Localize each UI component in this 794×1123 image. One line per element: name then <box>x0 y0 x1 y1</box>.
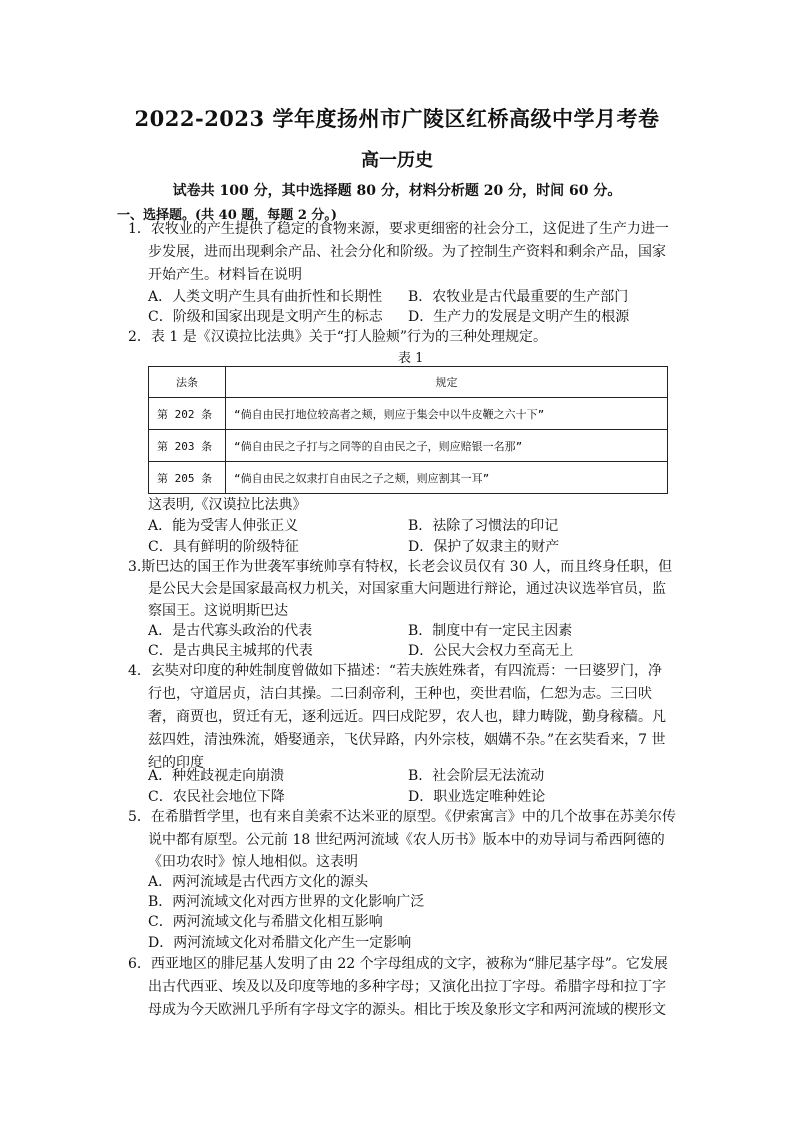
q1-line-2: 步发展，进而出现剩余产品、社会分化和阶级。为了控制生产资料和剩余产品，国家 <box>148 244 666 260</box>
q6-line-2: 出古代西亚、埃及以及印度等地的多种字母；又演化出拉丁字母。希腊字母和拉丁字 <box>148 979 666 995</box>
table-cell-article: 第 205 条 <box>149 462 226 494</box>
q5-line-1: 5．在希腊哲学里，也有来自美索不达米亚的原型。《伊索寓言》中的几个故事在苏美尔传 <box>128 809 676 825</box>
table-cell-rule: “倘自由民打地位较高者之颊，则应于集会中以牛皮鞭之六十下” <box>226 398 668 430</box>
q5-option-c: C．两河流域文化与希腊文化相互影响 <box>148 914 383 930</box>
q2-option-b: B．祛除了习惯法的印记 <box>408 518 559 534</box>
q2-option-a: A．能为受害人伸张正义 <box>148 518 299 534</box>
q1-option-c: C．阶级和国家出现是文明产生的标志 <box>148 309 383 325</box>
q5-line-3: 《田功农时》惊人地相似。这表明 <box>148 854 358 870</box>
q6-line-1: 6．西亚地区的腓尼基人发明了由 22 个字母组成的文字，被称为“腓尼基字母”。它发展 <box>128 956 668 972</box>
exam-info: 试卷共 100 分，其中选择题 80 分，材料分析题 20 分，时间 60 分。 <box>172 183 622 199</box>
q6-line-3: 母成为今天欧洲几乎所有字母文字的源头。相比于埃及象形文字和两河流域的楔形文 <box>148 1002 666 1018</box>
q1-option-a: A．人类文明产生具有曲折性和长期性 <box>148 289 383 305</box>
q5-option-d: D．两河流域文化对希腊文化产生一定影响 <box>148 935 412 951</box>
exam-title: 2022-2023 学年度扬州市广陵区红桥高级中学月考卷 <box>134 106 660 131</box>
q2-option-d: D．保护了奴隶主的财产 <box>408 539 560 555</box>
q3-option-d: D．公民大会权力至高无上 <box>408 643 574 659</box>
table-row <box>149 398 668 430</box>
q4-line-1: 4．玄奘对印度的种姓制度曾做如下描述：“若夫族姓殊者，有四流焉：一曰婆罗门，净 <box>128 663 663 679</box>
q3-line-2: 是公民大会是国家最高权力机关，对国家重大问题进行辩论，通过决议选举官员，监 <box>148 581 666 597</box>
table-row <box>149 462 668 494</box>
q3-option-b: B．制度中有一定民主因素 <box>408 623 573 639</box>
q1-option-b: B．农牧业是古代最重要的生产部门 <box>408 289 629 305</box>
q4-option-c: C．农民社会地位下降 <box>148 789 285 805</box>
q3-option-a: A．是古代寡头政治的代表 <box>148 623 313 639</box>
table-cell-rule: “倘自由民之子打与之同等的自由民之子，则应赔银一名那” <box>226 430 668 462</box>
table-header-row <box>149 367 668 398</box>
law-table <box>148 366 668 494</box>
q4-option-a: A．种姓歧视走向崩溃 <box>148 768 285 784</box>
q5-option-a: A．两河流域是古代西方文化的源头 <box>148 874 369 890</box>
table-caption: 表 1 <box>398 351 424 366</box>
section-heading: 一、选择题。(共 40 题，每题 2 分。) <box>117 208 338 223</box>
table-cell-rule: “倘自由民之奴隶打自由民之子之颊，则应割其一耳” <box>226 462 668 494</box>
exam-subtitle: 高一历史 <box>361 150 433 171</box>
q4-option-b: B．社会阶层无法流动 <box>408 768 545 784</box>
q4-line-2: 行也，守道居贞，洁白其操。二曰刹帝利，王种也，奕世君临，仁恕为志。三曰吠 <box>148 686 652 702</box>
q3-line-1: 3.斯巴达的国王作为世袭军事统帅享有特权，长老会议员仅有 30 人，而且终身任职，但 <box>128 559 673 575</box>
table-row <box>149 430 668 462</box>
q3-line-3: 察国王。这说明斯巴达 <box>148 603 288 619</box>
q1-line-1: 1．农牧业的产生提供了稳定的食物来源，要求更细密的社会分工，这促进了生产力进一 <box>128 221 669 237</box>
q3-option-c: C．是古典民主城邦的代表 <box>148 643 313 659</box>
q2-option-c: C．具有鲜明的阶级特征 <box>148 539 299 555</box>
table-header-cell: 法条 <box>149 367 226 398</box>
table-header-cell: 规定 <box>226 367 668 398</box>
q1-line-3: 开始产生。材料旨在说明 <box>148 267 302 283</box>
table-cell-article: 第 202 条 <box>149 398 226 430</box>
q2-line-1: 2．表 1 是《汉谟拉比法典》关于“打人脸颊”行为的三种处理规定。 <box>128 329 548 345</box>
q2-stem-end: 这表明,《汉谟拉比法典》 <box>148 497 307 513</box>
table-cell-article: 第 203 条 <box>149 430 226 462</box>
q4-option-d: D．职业选定唯种姓论 <box>408 789 546 805</box>
q4-line-5: 纪的印度 <box>148 755 204 771</box>
q5-line-2: 说中都有原型。公元前 18 世纪两河流域《农人历书》版本中的劝导词与希西阿德的 <box>148 832 665 848</box>
q5-option-b: B．两河流域文化对西方世界的文化影响广泛 <box>148 894 425 910</box>
q1-option-d: D．生产力的发展是文明产生的根源 <box>408 309 630 325</box>
q4-line-3: 奢，商贾也，贸迁有无，逐利远近。四曰戍陀罗，农人也，肆力畴陇，勤身稼穑。凡 <box>148 709 666 725</box>
q4-line-4: 兹四姓，清浊殊流，婚娶通亲，飞伏异路，内外宗枝，姻媾不杂。”在玄奘看来，7 世 <box>148 732 666 748</box>
